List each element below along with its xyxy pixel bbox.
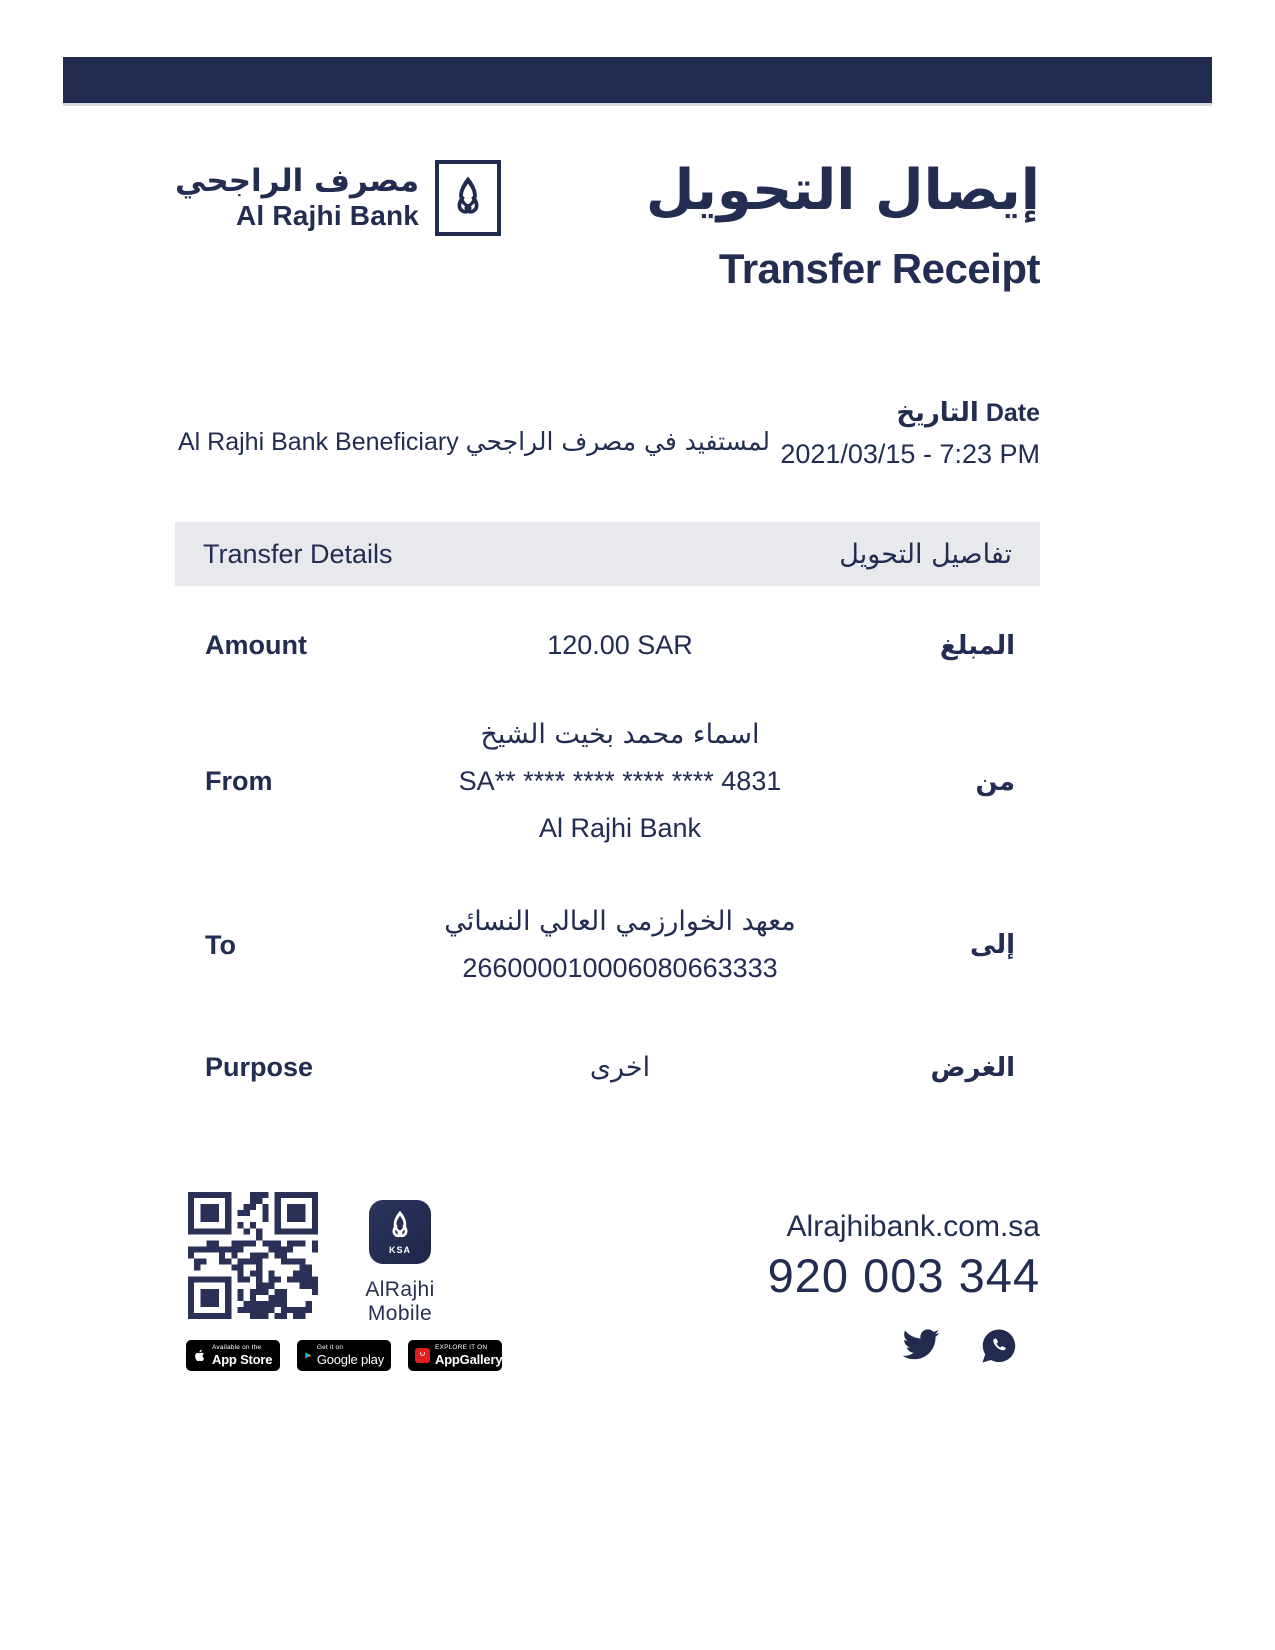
app-icon-ksa-label: KSA xyxy=(388,1245,411,1255)
beneficiary-arabic: لمستفيد في مصرف الراجحي xyxy=(465,427,771,456)
amount-value-line: 120.00 SAR xyxy=(547,630,693,660)
google-play-icon xyxy=(304,1348,312,1363)
qr-code xyxy=(188,1192,318,1319)
app-store-badge-top: Available on the xyxy=(212,1343,262,1351)
amount-label-ar: المبلغ xyxy=(939,630,1015,661)
from-row xyxy=(175,711,1040,852)
amount-value xyxy=(400,622,840,669)
google-play-badge-top: Get it on xyxy=(316,1343,344,1351)
appgallery-badge[interactable] xyxy=(408,1340,502,1371)
amount-label-en: Amount xyxy=(205,630,307,660)
beneficiary-line xyxy=(178,425,770,459)
from-masked-iban: SA** **** **** **** **** 4831 xyxy=(458,766,782,796)
app-store-badge-bottom: App Store xyxy=(212,1352,273,1368)
date-value: 2021/03/15 - 7:23 PM xyxy=(780,439,1040,469)
date-label-arabic: التاريخ xyxy=(896,398,979,428)
appgallery-badge-bottom: AppGallery xyxy=(435,1352,503,1368)
to-value xyxy=(400,898,840,992)
social-icons xyxy=(901,1328,1017,1364)
bank-phone-number: 920 003 344 xyxy=(767,1249,1040,1302)
alrajhi-emblem-icon xyxy=(435,160,501,236)
purpose-label-en: Purpose xyxy=(205,1052,314,1082)
details-header-english: Transfer Details xyxy=(203,538,393,569)
appgallery-badge-top: EXPLORE IT ON xyxy=(435,1343,488,1351)
from-sender-name: اسماء محمد بخيت الشيخ xyxy=(480,719,760,750)
date-label-english: Date xyxy=(985,399,1040,427)
google-play-badge[interactable] xyxy=(297,1340,391,1371)
alrajhi-mobile-label: AlRajhi Mobile xyxy=(365,1278,435,1325)
date-label xyxy=(175,398,1040,428)
store-badges xyxy=(186,1340,502,1371)
appgallery-icon xyxy=(415,1348,430,1363)
twitter-icon[interactable] xyxy=(901,1329,941,1363)
to-row xyxy=(175,898,1040,992)
purpose-label-ar: الغرض xyxy=(930,1052,1015,1083)
to-beneficiary-name: معهد الخوارزمي العالي النسائي xyxy=(444,906,796,937)
from-label-ar: من xyxy=(975,766,1015,797)
purpose-value xyxy=(400,1044,840,1091)
alrajhi-mobile-app-icon xyxy=(369,1200,431,1264)
receipt-titles xyxy=(646,152,1040,294)
amount-row xyxy=(175,622,1040,669)
to-account-number: 266000010006080663333 xyxy=(462,953,778,983)
purpose-value-line: اخرى xyxy=(589,1052,651,1083)
purpose-row xyxy=(175,1044,1040,1091)
details-header-arabic: تفاصيل التحويل xyxy=(839,538,1012,570)
receipt-title-arabic: إيصال التحويل xyxy=(645,158,1040,223)
bank-name-arabic: مصرف الراجحي xyxy=(175,163,420,199)
date-section xyxy=(175,398,1040,470)
transfer-details-header xyxy=(175,522,1040,586)
whatsapp-icon[interactable] xyxy=(981,1328,1017,1364)
to-label-ar: إلى xyxy=(970,930,1015,960)
from-value xyxy=(400,711,840,852)
transfer-details-rows xyxy=(175,586,1040,1091)
from-label-en: From xyxy=(205,766,273,796)
apple-icon xyxy=(193,1347,207,1364)
google-play-badge-bottom: Google play xyxy=(316,1352,384,1368)
to-label-en: To xyxy=(205,929,236,960)
qr-code-canvas xyxy=(188,1192,318,1319)
from-bank-name: Al Rajhi Bank xyxy=(538,813,702,843)
beneficiary-english: Al Rajhi Bank Beneficiary xyxy=(178,428,459,456)
bank-website-link[interactable]: Alrajhibank.com.sa xyxy=(786,1210,1040,1243)
bank-name-english: Al Rajhi Bank xyxy=(235,200,420,231)
top-bar xyxy=(63,57,1212,103)
receipt-title-english: Transfer Receipt xyxy=(718,245,1040,292)
alrajhi-mobile-app xyxy=(340,1200,460,1326)
bank-logo xyxy=(175,160,501,236)
app-store-badge[interactable] xyxy=(186,1340,280,1371)
